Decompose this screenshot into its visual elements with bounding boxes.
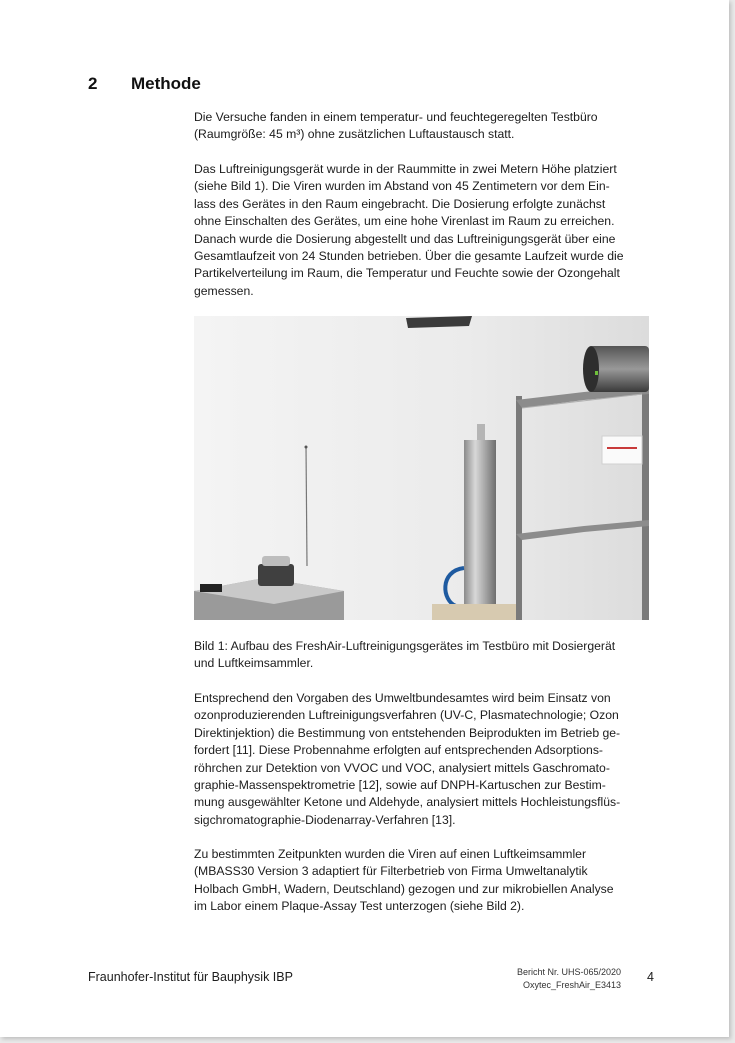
paragraph-byproducts bbox=[194, 690, 656, 829]
text-line: Das Luftreinigungsgerät wurde in der Raummitte in zwei Metern Höhe platziert bbox=[194, 162, 617, 176]
text-line: Gesamtlaufzeit von 24 Stunden betrieben. Über die gesamte Laufzeit wurde die bbox=[194, 249, 624, 264]
text-line: mung ausgewählter Ketone und Aldehyde, analysiert mittels Hochleistungsflüs- bbox=[194, 795, 621, 810]
text-line: Direktinjektion) die Bestimmung von entstehenden Beiprodukten im Betrieb ge- bbox=[194, 725, 621, 740]
report-name: Oxytec_FreshAir_E3413 bbox=[522, 980, 621, 990]
text-line: Partikelverteilung im Raum, die Temperatur und Feuchte sowie der Ozongehalt bbox=[194, 266, 620, 281]
text-line: (MBASS30 Version 3 adaptiert für Filterbetrieb von Firma Umweltanalytik bbox=[194, 864, 588, 879]
footer-report-info bbox=[517, 966, 621, 992]
paragraph-test-room bbox=[194, 109, 656, 144]
text-line: (siehe Bild 1). Die Viren wurden im Abstand von 45 Zentimetern vor dem Ein- bbox=[194, 179, 610, 194]
figure-caption bbox=[194, 638, 656, 673]
text-line: Danach wurde die Dosierung abgestellt und das Luftreinigungsgerät über eine bbox=[194, 231, 616, 246]
text-line: Die Versuche fanden in einem temperatur- und feuchtegeregelten Testbüro bbox=[194, 110, 598, 124]
text-line: Holbach GmbH, Wadern, Deutschland) gezogen und zur mikrobiellen Analyse bbox=[194, 881, 614, 896]
paragraph-device-setup bbox=[194, 161, 656, 300]
text-line: fordert [11]. Diese Probennahme erfolgten auf entsprechenden Adsorptions- bbox=[194, 743, 603, 758]
footer-institute: Fraunhofer-Institut für Bauphysik IBP bbox=[88, 970, 293, 984]
text-line: ozonproduzierenden Luftreinigungsverfahren (UV-C, Plasmatechnologie; Ozon bbox=[194, 708, 619, 723]
text-line: röhrchen zur Detektion von VVOC und VOC, analysiert mittels Gaschromato- bbox=[194, 760, 610, 775]
section-number: 2 bbox=[88, 74, 98, 93]
report-number: Bericht Nr. UHS-065/2020 bbox=[516, 967, 621, 977]
text-line: im Labor einem Plaque-Assay Test unterzogen (siehe Bild 2). bbox=[194, 899, 525, 914]
page-number: 4 bbox=[647, 970, 654, 984]
photo-illustration bbox=[194, 316, 649, 620]
paragraph-air-sampler bbox=[194, 846, 656, 916]
text-line: ohne Einschalten des Gerätes, um eine hohe Virenlast im Raum zu erreichen. bbox=[194, 214, 615, 229]
section-heading bbox=[88, 74, 201, 94]
text-line: Entsprechend den Vorgaben des Umweltbundesamtes wird beim Einsatz von bbox=[194, 691, 611, 705]
text-line: sigchromatographie-Diodenarray-Verfahren [13]. bbox=[194, 812, 456, 827]
section-title: Methode bbox=[131, 74, 201, 93]
figure-test-setup-photo bbox=[194, 316, 649, 620]
text-line: Zu bestimmten Zeitpunkten wurden die Viren auf einen Luftkeimsammler bbox=[194, 847, 586, 861]
text-line: lass des Gerätes in den Raum eingebracht. Die Dosierung erfolgte zunächst bbox=[194, 196, 606, 211]
text-line: graphie-Massenspektrometrie [12], sowie auf DNPH-Kartuschen zur Bestim- bbox=[194, 778, 606, 793]
text-line: (Raumgröße: 45 m³) ohne zusätzlichen Luftaustausch statt. bbox=[194, 127, 515, 142]
text-line: und Luftkeimsammler. bbox=[194, 656, 314, 671]
text-line: Bild 1: Aufbau des FreshAir-Luftreinigungsgerätes im Testbüro mit Dosiergerät bbox=[194, 639, 616, 653]
text-line: gemessen. bbox=[194, 283, 254, 298]
